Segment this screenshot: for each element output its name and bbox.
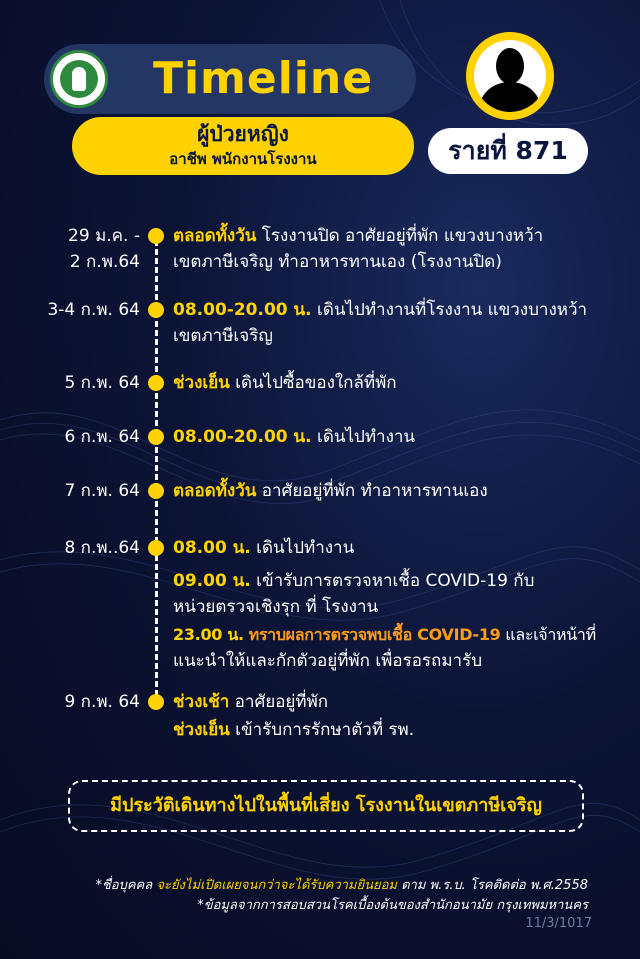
time-highlight: ตลอดทั้งวัน — [173, 226, 257, 246]
entry-text: เดินไปทำงานที่โรงงาน แขวงบางหว้า — [311, 300, 588, 320]
timeline-dot — [148, 375, 164, 391]
bangkok-seal-logo-icon — [50, 50, 108, 108]
timeline-entry-line — [173, 717, 633, 743]
entry-text: เขตภาษีเจริญ — [173, 326, 273, 346]
entry-text: เขตภาษีเจริญ ทำอาหารทานเอง (โรงงานปิด) — [173, 252, 502, 272]
timeline-entry-line — [173, 424, 633, 450]
entry-text: เข้ารับการตรวจหาเชื้อ COVID-19 กับ — [250, 571, 535, 591]
time-highlight: ช่วงเย็น — [173, 720, 230, 740]
timeline-date: 6 ก.พ. 64 — [64, 427, 140, 447]
entry-text: และเจ้าหน้าที่ — [500, 625, 596, 644]
timeline-entry-line — [173, 323, 633, 349]
time-highlight: ช่วงเช้า — [173, 692, 230, 712]
timeline-entry-line — [173, 297, 633, 323]
page-title: Timeline — [152, 53, 374, 104]
timeline-dot — [148, 540, 164, 556]
timeline-entry-line — [173, 223, 633, 249]
entry-text: เดินไปซื้อของใกล้ที่พัก — [229, 373, 397, 393]
timeline-entry-line — [173, 648, 633, 674]
case-number-badge: รายที่ 871 — [428, 128, 588, 174]
timeline-dot — [148, 694, 164, 710]
timeline-entry-line — [173, 594, 633, 620]
logo-figure — [72, 67, 86, 91]
entry-text: อาศัยอยู่ที่พัก ทำอาหารทานเอง — [256, 481, 488, 501]
timeline-dot — [148, 228, 164, 244]
entry-text: เดินไปทำงาน — [311, 427, 416, 447]
timeline-date: 8 ก.พ..64 — [64, 538, 140, 558]
entry-text: เดินไปทำงาน — [250, 538, 355, 558]
anonymous-avatar-icon — [474, 40, 546, 112]
logo-emblem — [60, 60, 98, 98]
privacy-footnote — [20, 876, 588, 896]
timeline-entry-line — [173, 568, 633, 594]
timeline-dot — [148, 302, 164, 318]
timeline-entry-line — [173, 622, 633, 648]
avatar-head — [496, 48, 524, 84]
timeline-dot — [148, 483, 164, 499]
time-highlight: ช่วงเย็น — [173, 373, 230, 393]
timeline-dot — [148, 429, 164, 445]
timeline-entry-line — [173, 478, 633, 504]
entry-text: เข้ารับการรักษาตัวที่ รพ. — [229, 720, 415, 740]
timeline-date: 2 ก.พ.64 — [69, 252, 140, 272]
time-highlight: ตลอดทั้งวัน — [173, 481, 257, 501]
time-highlight: 08.00-20.00 น. — [173, 300, 312, 320]
entry-text: แนะนำให้และกักตัวอยู่ที่พัก เพื่อรอรถมารับ — [173, 651, 483, 671]
time-highlight: 09.00 น. — [173, 571, 251, 591]
source-footnote: *ข้อมูลจากการสอบสวนโรคเบื้องต้นของสำนักอนามัย กรุงเทพมหานคร — [197, 898, 588, 913]
time-highlight: 08.00-20.00 น. — [173, 427, 312, 447]
timeline-entry-line — [173, 689, 633, 715]
time-highlight: 08.00 น. — [173, 538, 251, 558]
entry-text: โรงงานปิด อาศัยอยู่ที่พัก แขวงบางหว้า — [256, 226, 544, 246]
entry-text: หน่วยตรวจเชิงรุก ที่ โรงงาน — [173, 597, 379, 617]
timeline-date: 5 ก.พ. 64 — [64, 373, 140, 393]
positive-result-highlight: ทราบผลการตรวจพบเชื้อ COVID-19 — [248, 625, 501, 644]
timeline-date: 29 ม.ค. - — [68, 226, 140, 246]
footnote-highlight: จะยังไม่เปิดเผยจนกว่าจะได้รับความยินยอม — [156, 878, 397, 893]
timeline-date: 3-4 ก.พ. 64 — [47, 300, 140, 320]
footnote-suffix: ตาม พ.ร.บ. โรคติดต่อ พ.ศ.2558 — [396, 878, 588, 893]
footnote-prefix: *ชื่อบุคคล — [95, 878, 157, 893]
document-number: 11/3/1017 — [525, 916, 592, 931]
timeline-date: 7 ก.พ. 64 — [64, 481, 140, 501]
avatar-body — [480, 82, 540, 112]
timeline-entry-line — [173, 249, 633, 275]
timeline-entry-line — [173, 370, 633, 396]
time-highlight: 23.00 น. — [173, 625, 244, 644]
entry-text: อาศัยอยู่ที่พัก — [229, 692, 329, 712]
patient-occupation: อาชีพ พนักงานโรงงาน — [169, 150, 317, 168]
risk-area-summary: มีประวัติเดินทางไปในพื้นที่เสี่ยง โรงงานในเขตภาษีเจริญ — [68, 780, 584, 832]
patient-gender: ผู้ป่วยหญิง — [197, 122, 289, 146]
timeline-entry-line — [173, 535, 633, 561]
timeline-date: 9 ก.พ. 64 — [64, 692, 140, 712]
